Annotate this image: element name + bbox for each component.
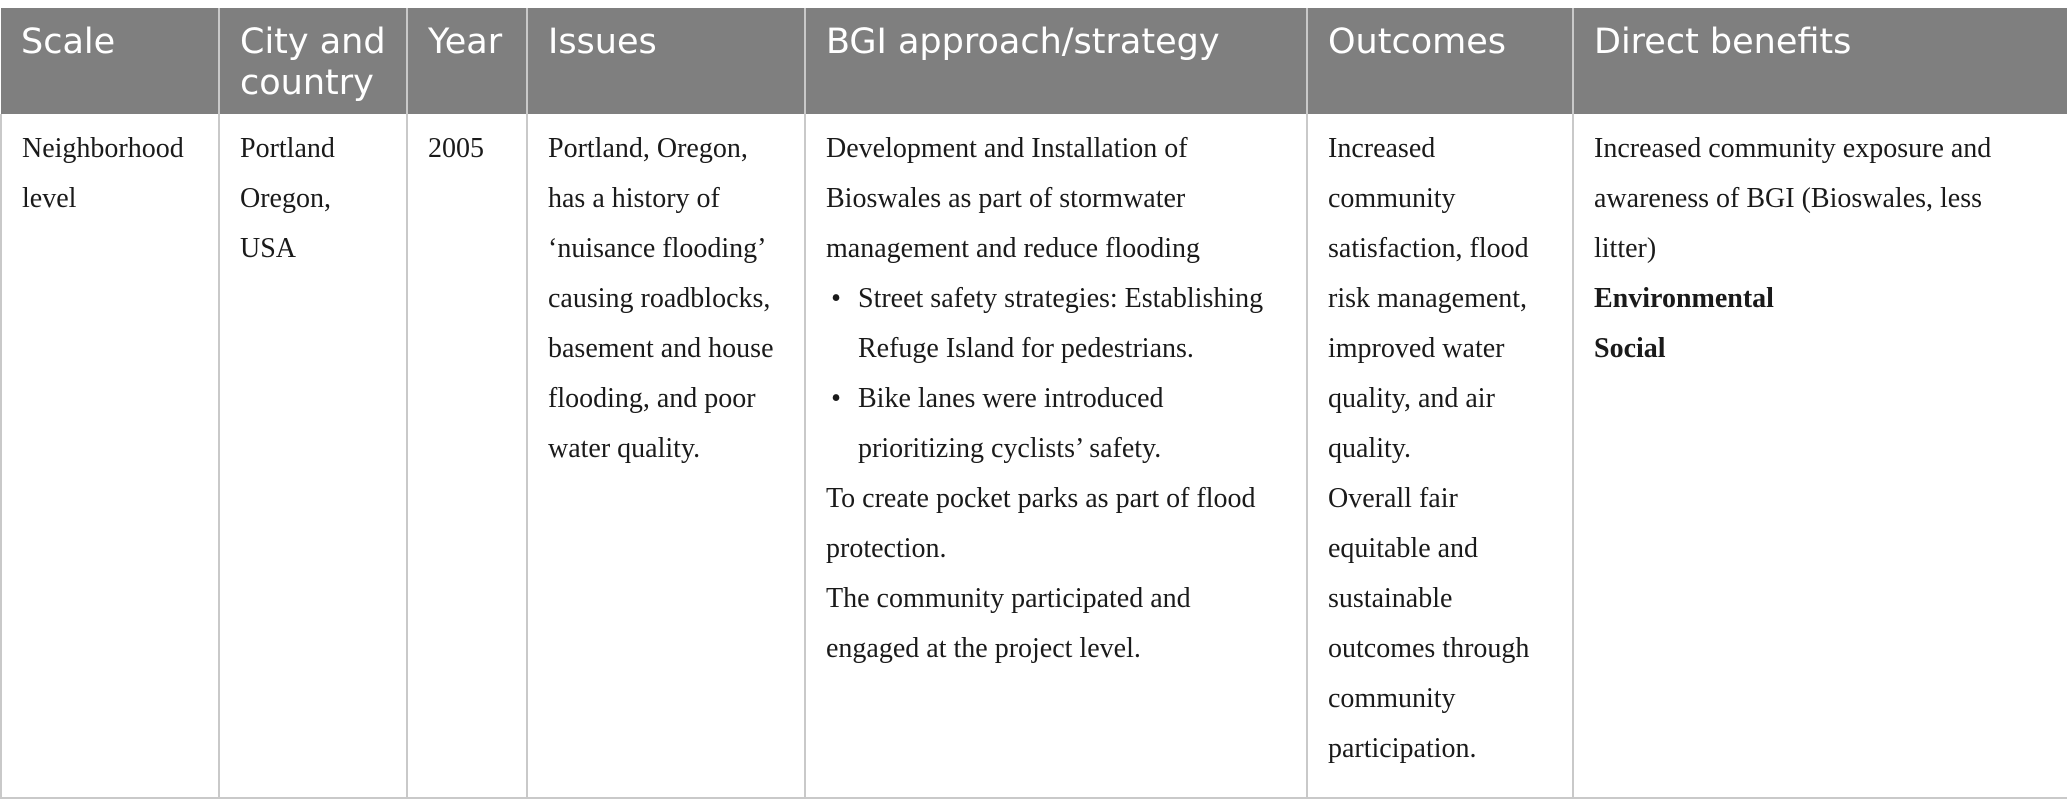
table-container [0, 8, 2067, 799]
header-bgi-approach: BGI approach/strategy [805, 8, 1307, 114]
table-row [1, 114, 2067, 798]
header-direct-benefits: Direct benefits [1573, 8, 2067, 114]
cell-issues: Portland, Oregon, has a history of ‘nuisance flooding’ causing roadblocks, basement and house flooding, and poor water quality. [527, 114, 805, 798]
cell-year: 2005 [407, 114, 527, 798]
approach-intro: Development and Installation of Bioswales as part of stormwater management and reduce flooding [826, 133, 1200, 264]
cell-benefits [1573, 114, 2067, 798]
benefits-text: Increased community exposure and awareness of BGI (Bioswales, less litter) [1594, 133, 1992, 264]
approach-bullet-list [826, 274, 1286, 474]
list-item: • Bike lanes were introduced prioritizing cyclists’ safety. [858, 374, 1286, 474]
outcomes-paragraph-1: Increased community satisfaction, flood risk management, improved water quality, and air quality. [1328, 133, 1529, 464]
list-item: • Street safety strategies: Establishing Refuge Island for pedestrians. [858, 274, 1286, 374]
cell-approach [805, 114, 1307, 798]
benefit-category-environmental: Environmental [1594, 283, 1774, 314]
outcomes-paragraph-2: Overall fair equitable and sustainable outcomes through community participation. [1328, 483, 1530, 764]
header-row [1, 8, 2067, 114]
approach-paragraph-3: The community participated and engaged at the project level. [826, 583, 1191, 664]
cell-outcomes [1307, 114, 1573, 798]
bgi-case-table [0, 8, 2067, 799]
approach-paragraph-2: To create pocket parks as part of flood protection. [826, 483, 1256, 564]
header-issues: Issues [527, 8, 805, 114]
header-city-country: City and country [219, 8, 407, 114]
header-outcomes: Outcomes [1307, 8, 1573, 114]
header-scale: Scale [1, 8, 219, 114]
cell-scale: Neighborhood level [1, 114, 219, 798]
benefit-category-social: Social [1594, 333, 1666, 364]
cell-city: Portland Oregon, USA [219, 114, 407, 798]
header-year: Year [407, 8, 527, 114]
